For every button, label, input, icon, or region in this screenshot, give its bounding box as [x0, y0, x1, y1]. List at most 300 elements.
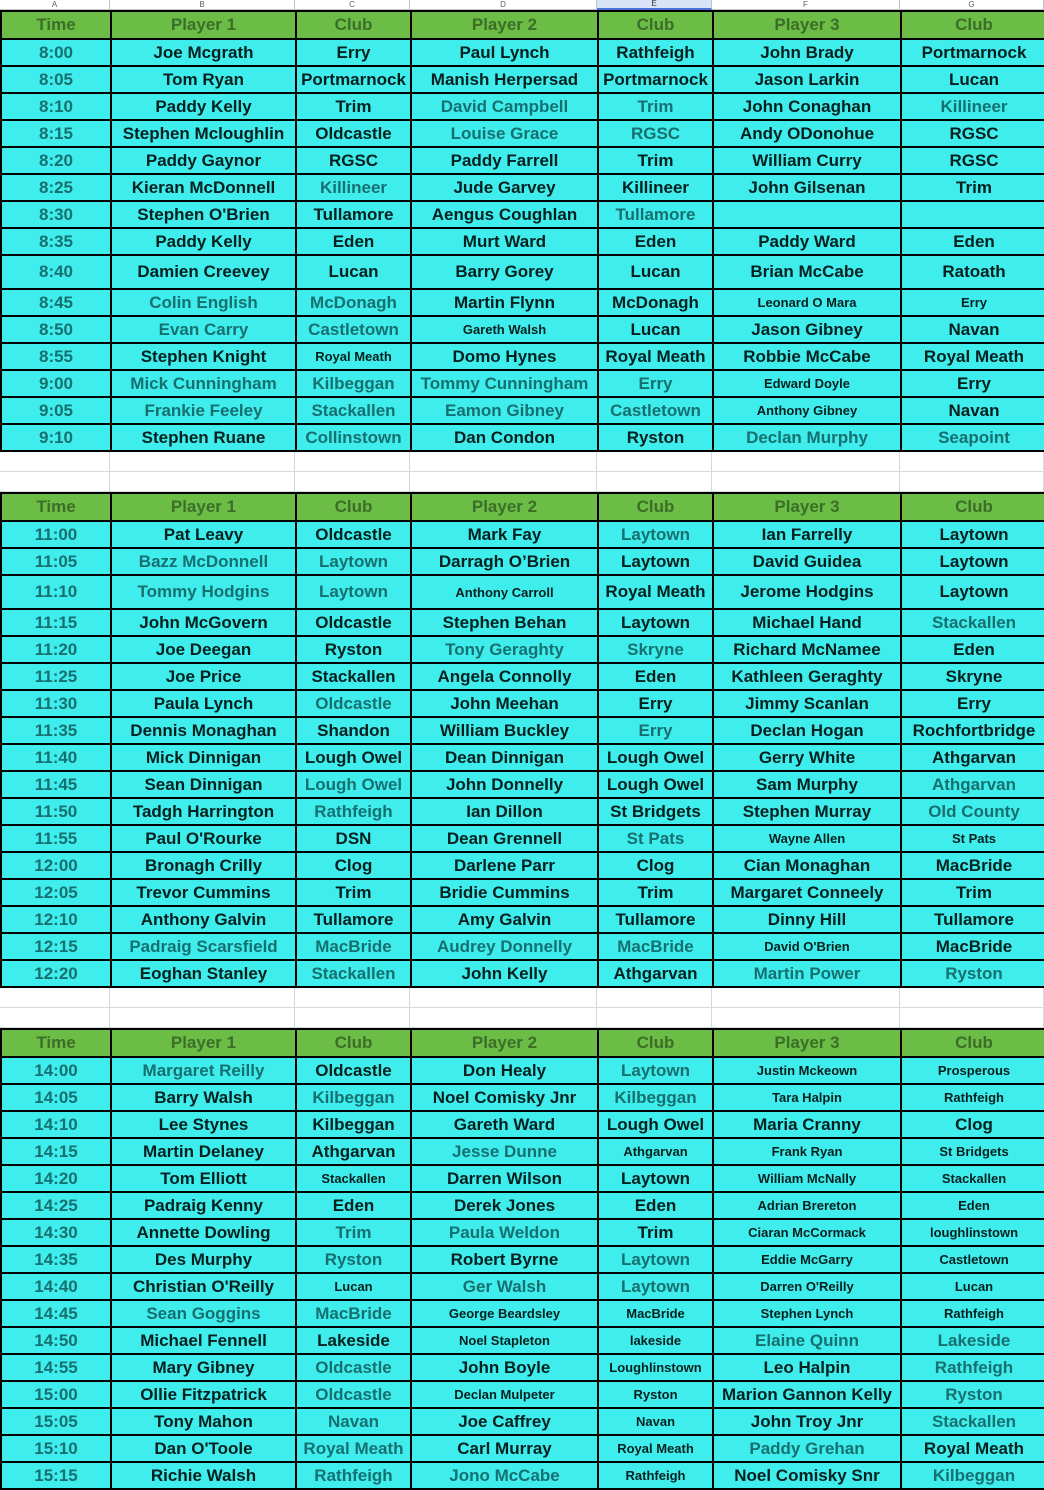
- player1-cell[interactable]: Barry Walsh: [112, 1085, 297, 1110]
- empty-cell[interactable]: [410, 452, 597, 471]
- time-cell[interactable]: 12:05: [2, 880, 112, 905]
- player2-cell[interactable]: David Campbell: [412, 94, 599, 119]
- header-cell-club[interactable]: Club: [599, 1030, 714, 1056]
- club1-cell[interactable]: Erry: [297, 40, 412, 65]
- header-cell-time[interactable]: Time: [2, 494, 112, 520]
- club1-cell[interactable]: Rathfeigh: [297, 799, 412, 824]
- time-cell[interactable]: 11:40: [2, 745, 112, 770]
- player3-cell[interactable]: Robbie McCabe: [714, 344, 902, 369]
- player3-cell[interactable]: Maria Cranny: [714, 1112, 902, 1137]
- player1-cell[interactable]: Paddy Kelly: [112, 229, 297, 254]
- header-cell-club[interactable]: Club: [902, 12, 1044, 38]
- time-cell[interactable]: 14:15: [2, 1139, 112, 1164]
- time-cell[interactable]: 14:30: [2, 1220, 112, 1245]
- club3-cell[interactable]: Lakeside: [902, 1328, 1044, 1353]
- player1-cell[interactable]: Tom Ryan: [112, 67, 297, 92]
- club3-cell[interactable]: Lucan: [902, 67, 1044, 92]
- player2-cell[interactable]: Darlene Parr: [412, 853, 599, 878]
- header-cell-player-2[interactable]: Player 2: [412, 494, 599, 520]
- club3-cell[interactable]: Royal Meath: [902, 1436, 1044, 1461]
- club2-cell[interactable]: Ryston: [599, 425, 714, 450]
- player3-cell[interactable]: Gerry White: [714, 745, 902, 770]
- time-cell[interactable]: 14:40: [2, 1274, 112, 1299]
- player1-cell[interactable]: Eoghan Stanley: [112, 961, 297, 986]
- header-cell-player-2[interactable]: Player 2: [412, 1030, 599, 1056]
- empty-cell[interactable]: [712, 472, 900, 491]
- time-cell[interactable]: 14:25: [2, 1193, 112, 1218]
- club1-cell[interactable]: Shandon: [297, 718, 412, 743]
- club2-cell[interactable]: Tullamore: [599, 202, 714, 227]
- club3-cell[interactable]: Castletown: [902, 1247, 1044, 1272]
- time-cell[interactable]: 11:30: [2, 691, 112, 716]
- header-cell-player-3[interactable]: Player 3: [714, 494, 902, 520]
- empty-cell[interactable]: [295, 988, 410, 1007]
- club3-cell[interactable]: Athgarvan: [902, 772, 1044, 797]
- time-cell[interactable]: 14:20: [2, 1166, 112, 1191]
- header-cell-player-1[interactable]: Player 1: [112, 1030, 297, 1056]
- player1-cell[interactable]: John McGovern: [112, 610, 297, 635]
- player2-cell[interactable]: John Boyle: [412, 1355, 599, 1380]
- club2-cell[interactable]: Lough Owel: [599, 772, 714, 797]
- player3-cell[interactable]: Paddy Grehan: [714, 1436, 902, 1461]
- player3-cell[interactable]: Leonard O Mara: [714, 290, 902, 315]
- player1-cell[interactable]: Des Murphy: [112, 1247, 297, 1272]
- club1-cell[interactable]: Ryston: [297, 637, 412, 662]
- column-letter-E[interactable]: E: [597, 0, 712, 10]
- player2-cell[interactable]: Jono McCabe: [412, 1463, 599, 1488]
- club2-cell[interactable]: Trim: [599, 1220, 714, 1245]
- club2-cell[interactable]: Lough Owel: [599, 745, 714, 770]
- time-cell[interactable]: 15:00: [2, 1382, 112, 1407]
- player1-cell[interactable]: Tom Elliott: [112, 1166, 297, 1191]
- club2-cell[interactable]: Athgarvan: [599, 1139, 714, 1164]
- club1-cell[interactable]: Stackallen: [297, 961, 412, 986]
- club3-cell[interactable]: Rochfortbridge: [902, 718, 1044, 743]
- club3-cell[interactable]: Eden: [902, 229, 1044, 254]
- player2-cell[interactable]: John Donnelly: [412, 772, 599, 797]
- empty-cell[interactable]: [712, 988, 900, 1007]
- player2-cell[interactable]: Jude Garvey: [412, 175, 599, 200]
- player2-cell[interactable]: Anthony Carroll: [412, 576, 599, 608]
- player3-cell[interactable]: Cian Monaghan: [714, 853, 902, 878]
- time-cell[interactable]: 12:20: [2, 961, 112, 986]
- club2-cell[interactable]: Royal Meath: [599, 1436, 714, 1461]
- club1-cell[interactable]: Portmarnock: [297, 67, 412, 92]
- player1-cell[interactable]: Stephen O'Brien: [112, 202, 297, 227]
- empty-cell[interactable]: [410, 472, 597, 491]
- club1-cell[interactable]: MacBride: [297, 1301, 412, 1326]
- time-cell[interactable]: 12:10: [2, 907, 112, 932]
- player3-cell[interactable]: Ciaran McCormack: [714, 1220, 902, 1245]
- empty-cell[interactable]: [110, 452, 295, 471]
- player1-cell[interactable]: Mick Dinnigan: [112, 745, 297, 770]
- club2-cell[interactable]: Laytown: [599, 1274, 714, 1299]
- club3-cell[interactable]: Tullamore: [902, 907, 1044, 932]
- header-cell-club[interactable]: Club: [902, 494, 1044, 520]
- player3-cell[interactable]: Darren O'Reilly: [714, 1274, 902, 1299]
- time-cell[interactable]: 11:45: [2, 772, 112, 797]
- club1-cell[interactable]: Tullamore: [297, 202, 412, 227]
- header-cell-club[interactable]: Club: [902, 1030, 1044, 1056]
- player2-cell[interactable]: Stephen Behan: [412, 610, 599, 635]
- club2-cell[interactable]: Rathfeigh: [599, 1463, 714, 1488]
- player3-cell[interactable]: Jimmy Scanlan: [714, 691, 902, 716]
- club1-cell[interactable]: Lucan: [297, 256, 412, 288]
- player3-cell[interactable]: Ian Farrelly: [714, 522, 902, 547]
- player3-cell[interactable]: David O'Brien: [714, 934, 902, 959]
- club1-cell[interactable]: Rathfeigh: [297, 1463, 412, 1488]
- club2-cell[interactable]: Rathfeigh: [599, 40, 714, 65]
- club1-cell[interactable]: Royal Meath: [297, 344, 412, 369]
- club2-cell[interactable]: MacBride: [599, 934, 714, 959]
- time-cell[interactable]: 8:15: [2, 121, 112, 146]
- header-cell-time[interactable]: Time: [2, 12, 112, 38]
- player2-cell[interactable]: Dean Dinnigan: [412, 745, 599, 770]
- player3-cell[interactable]: Leo Halpin: [714, 1355, 902, 1380]
- player1-cell[interactable]: Bazz McDonnell: [112, 549, 297, 574]
- time-cell[interactable]: 15:10: [2, 1436, 112, 1461]
- column-letter-G[interactable]: G: [900, 0, 1044, 10]
- club3-cell[interactable]: Navan: [902, 398, 1044, 423]
- player2-cell[interactable]: Angela Connolly: [412, 664, 599, 689]
- club1-cell[interactable]: Trim: [297, 94, 412, 119]
- empty-cell[interactable]: [410, 1008, 597, 1027]
- player3-cell[interactable]: Stephen Lynch: [714, 1301, 902, 1326]
- header-cell-club[interactable]: Club: [297, 12, 412, 38]
- player3-cell[interactable]: John Gilsenan: [714, 175, 902, 200]
- player3-cell[interactable]: John Brady: [714, 40, 902, 65]
- player1-cell[interactable]: Colin English: [112, 290, 297, 315]
- player3-cell[interactable]: Jason Larkin: [714, 67, 902, 92]
- empty-cell[interactable]: [900, 452, 1044, 471]
- player1-cell[interactable]: Anthony Galvin: [112, 907, 297, 932]
- header-cell-player-2[interactable]: Player 2: [412, 12, 599, 38]
- club2-cell[interactable]: Laytown: [599, 549, 714, 574]
- club1-cell[interactable]: Laytown: [297, 549, 412, 574]
- club3-cell[interactable]: Rathfeigh: [902, 1301, 1044, 1326]
- player1-cell[interactable]: Stephen Ruane: [112, 425, 297, 450]
- club3-cell[interactable]: Old County: [902, 799, 1044, 824]
- player1-cell[interactable]: Martin Delaney: [112, 1139, 297, 1164]
- player3-cell[interactable]: Jerome Hodgins: [714, 576, 902, 608]
- empty-cell[interactable]: [110, 472, 295, 491]
- club2-cell[interactable]: Ryston: [599, 1382, 714, 1407]
- time-cell[interactable]: 15:15: [2, 1463, 112, 1488]
- club2-cell[interactable]: Clog: [599, 853, 714, 878]
- club3-cell[interactable]: Seapoint: [902, 425, 1044, 450]
- player3-cell[interactable]: [714, 202, 902, 227]
- club2-cell[interactable]: Royal Meath: [599, 576, 714, 608]
- club3-cell[interactable]: Skryne: [902, 664, 1044, 689]
- club2-cell[interactable]: McDonagh: [599, 290, 714, 315]
- time-cell[interactable]: 11:35: [2, 718, 112, 743]
- player1-cell[interactable]: Paula Lynch: [112, 691, 297, 716]
- club2-cell[interactable]: Athgarvan: [599, 961, 714, 986]
- player1-cell[interactable]: Sean Dinnigan: [112, 772, 297, 797]
- time-cell[interactable]: 14:55: [2, 1355, 112, 1380]
- player2-cell[interactable]: Noel Stapleton: [412, 1328, 599, 1353]
- time-cell[interactable]: 12:00: [2, 853, 112, 878]
- club1-cell[interactable]: Lakeside: [297, 1328, 412, 1353]
- player3-cell[interactable]: Declan Murphy: [714, 425, 902, 450]
- time-cell[interactable]: 11:25: [2, 664, 112, 689]
- player2-cell[interactable]: Noel Comisky Jnr: [412, 1085, 599, 1110]
- time-cell[interactable]: 8:30: [2, 202, 112, 227]
- player2-cell[interactable]: Gareth Walsh: [412, 317, 599, 342]
- time-cell[interactable]: 9:10: [2, 425, 112, 450]
- empty-cell[interactable]: [712, 1008, 900, 1027]
- player1-cell[interactable]: Joe Deegan: [112, 637, 297, 662]
- player3-cell[interactable]: Declan Hogan: [714, 718, 902, 743]
- time-cell[interactable]: 11:15: [2, 610, 112, 635]
- club2-cell[interactable]: Eden: [599, 1193, 714, 1218]
- club3-cell[interactable]: Laytown: [902, 522, 1044, 547]
- player1-cell[interactable]: Stephen Knight: [112, 344, 297, 369]
- time-cell[interactable]: 8:55: [2, 344, 112, 369]
- club2-cell[interactable]: MacBride: [599, 1301, 714, 1326]
- player1-cell[interactable]: Frankie Feeley: [112, 398, 297, 423]
- club1-cell[interactable]: Kilbeggan: [297, 1085, 412, 1110]
- club2-cell[interactable]: Skryne: [599, 637, 714, 662]
- player2-cell[interactable]: Dean Grennell: [412, 826, 599, 851]
- player2-cell[interactable]: John Meehan: [412, 691, 599, 716]
- club3-cell[interactable]: Erry: [902, 290, 1044, 315]
- player1-cell[interactable]: Christian O'Reilly: [112, 1274, 297, 1299]
- player2-cell[interactable]: Gareth Ward: [412, 1112, 599, 1137]
- player2-cell[interactable]: Amy Galvin: [412, 907, 599, 932]
- club3-cell[interactable]: Ratoath: [902, 256, 1044, 288]
- player1-cell[interactable]: Joe Mcgrath: [112, 40, 297, 65]
- player1-cell[interactable]: Lee Stynes: [112, 1112, 297, 1137]
- club2-cell[interactable]: Killineer: [599, 175, 714, 200]
- time-cell[interactable]: 11:20: [2, 637, 112, 662]
- time-cell[interactable]: 11:55: [2, 826, 112, 851]
- club2-cell[interactable]: Portmarnock: [599, 67, 714, 92]
- club3-cell[interactable]: Killineer: [902, 94, 1044, 119]
- club2-cell[interactable]: Erry: [599, 691, 714, 716]
- club3-cell[interactable]: [902, 202, 1044, 227]
- club1-cell[interactable]: Athgarvan: [297, 1139, 412, 1164]
- club3-cell[interactable]: St Pats: [902, 826, 1044, 851]
- club1-cell[interactable]: Castletown: [297, 317, 412, 342]
- player3-cell[interactable]: Richard McNamee: [714, 637, 902, 662]
- club3-cell[interactable]: Ryston: [902, 1382, 1044, 1407]
- club2-cell[interactable]: Laytown: [599, 1247, 714, 1272]
- player2-cell[interactable]: George Beardsley: [412, 1301, 599, 1326]
- player1-cell[interactable]: Tommy Hodgins: [112, 576, 297, 608]
- club2-cell[interactable]: Trim: [599, 94, 714, 119]
- player1-cell[interactable]: Mary Gibney: [112, 1355, 297, 1380]
- player2-cell[interactable]: Murt Ward: [412, 229, 599, 254]
- player3-cell[interactable]: Sam Murphy: [714, 772, 902, 797]
- time-cell[interactable]: 14:00: [2, 1058, 112, 1083]
- empty-cell[interactable]: [295, 452, 410, 471]
- player1-cell[interactable]: Damien Creevey: [112, 256, 297, 288]
- header-cell-time[interactable]: Time: [2, 1030, 112, 1056]
- club2-cell[interactable]: Trim: [599, 148, 714, 173]
- column-letter-F[interactable]: F: [712, 0, 900, 10]
- time-cell[interactable]: 14:35: [2, 1247, 112, 1272]
- club2-cell[interactable]: Eden: [599, 664, 714, 689]
- club3-cell[interactable]: Athgarvan: [902, 745, 1044, 770]
- club1-cell[interactable]: Oldcastle: [297, 1382, 412, 1407]
- club1-cell[interactable]: Lough Owel: [297, 772, 412, 797]
- player1-cell[interactable]: Padraig Scarsfield: [112, 934, 297, 959]
- player1-cell[interactable]: Margaret Reilly: [112, 1058, 297, 1083]
- player1-cell[interactable]: Mick Cunningham: [112, 371, 297, 396]
- club3-cell[interactable]: Ryston: [902, 961, 1044, 986]
- player3-cell[interactable]: Andy ODonohue: [714, 121, 902, 146]
- club1-cell[interactable]: Kilbeggan: [297, 1112, 412, 1137]
- empty-cell[interactable]: [0, 452, 110, 471]
- club3-cell[interactable]: Laytown: [902, 576, 1044, 608]
- empty-cell[interactable]: [0, 472, 110, 491]
- player3-cell[interactable]: Michael Hand: [714, 610, 902, 635]
- club3-cell[interactable]: Stackallen: [902, 1409, 1044, 1434]
- club3-cell[interactable]: Lucan: [902, 1274, 1044, 1299]
- player2-cell[interactable]: Bridie Cummins: [412, 880, 599, 905]
- player3-cell[interactable]: Kathleen Geraghty: [714, 664, 902, 689]
- player3-cell[interactable]: Margaret Conneely: [714, 880, 902, 905]
- player2-cell[interactable]: Barry Gorey: [412, 256, 599, 288]
- player1-cell[interactable]: Joe Price: [112, 664, 297, 689]
- player3-cell[interactable]: Paddy Ward: [714, 229, 902, 254]
- time-cell[interactable]: 8:50: [2, 317, 112, 342]
- player1-cell[interactable]: Stephen Mcloughlin: [112, 121, 297, 146]
- club1-cell[interactable]: Lough Owel: [297, 745, 412, 770]
- player3-cell[interactable]: Frank Ryan: [714, 1139, 902, 1164]
- player3-cell[interactable]: Noel Comisky Snr: [714, 1463, 902, 1488]
- player2-cell[interactable]: Domo Hynes: [412, 344, 599, 369]
- player1-cell[interactable]: Dennis Monaghan: [112, 718, 297, 743]
- club2-cell[interactable]: Navan: [599, 1409, 714, 1434]
- time-cell[interactable]: 11:05: [2, 549, 112, 574]
- player2-cell[interactable]: Paddy Farrell: [412, 148, 599, 173]
- player2-cell[interactable]: Audrey Donnelly: [412, 934, 599, 959]
- empty-cell[interactable]: [110, 988, 295, 1007]
- empty-cell[interactable]: [900, 1008, 1044, 1027]
- player2-cell[interactable]: Ian Dillon: [412, 799, 599, 824]
- player1-cell[interactable]: Tony Mahon: [112, 1409, 297, 1434]
- player3-cell[interactable]: Justin Mckeown: [714, 1058, 902, 1083]
- club1-cell[interactable]: Stackallen: [297, 664, 412, 689]
- club1-cell[interactable]: Oldcastle: [297, 1355, 412, 1380]
- club1-cell[interactable]: McDonagh: [297, 290, 412, 315]
- club1-cell[interactable]: Oldcastle: [297, 522, 412, 547]
- player1-cell[interactable]: Michael Fennell: [112, 1328, 297, 1353]
- time-cell[interactable]: 14:05: [2, 1085, 112, 1110]
- player2-cell[interactable]: Declan Mulpeter: [412, 1382, 599, 1407]
- club1-cell[interactable]: Collinstown: [297, 425, 412, 450]
- player2-cell[interactable]: Carl Murray: [412, 1436, 599, 1461]
- club1-cell[interactable]: Oldcastle: [297, 691, 412, 716]
- player1-cell[interactable]: Paddy Gaynor: [112, 148, 297, 173]
- player1-cell[interactable]: Padraig Kenny: [112, 1193, 297, 1218]
- club3-cell[interactable]: St Bridgets: [902, 1139, 1044, 1164]
- club3-cell[interactable]: Eden: [902, 637, 1044, 662]
- club3-cell[interactable]: Eden: [902, 1193, 1044, 1218]
- player2-cell[interactable]: Tony Geraghty: [412, 637, 599, 662]
- player2-cell[interactable]: Derek Jones: [412, 1193, 599, 1218]
- club3-cell[interactable]: Trim: [902, 880, 1044, 905]
- empty-cell[interactable]: [295, 472, 410, 491]
- club1-cell[interactable]: Oldcastle: [297, 121, 412, 146]
- column-letter-B[interactable]: B: [110, 0, 295, 10]
- empty-cell[interactable]: [0, 1008, 110, 1027]
- club3-cell[interactable]: Royal Meath: [902, 344, 1044, 369]
- player2-cell[interactable]: Ger Walsh: [412, 1274, 599, 1299]
- header-cell-club[interactable]: Club: [599, 494, 714, 520]
- club1-cell[interactable]: Tullamore: [297, 907, 412, 932]
- player1-cell[interactable]: Bronagh Crilly: [112, 853, 297, 878]
- player3-cell[interactable]: David Guidea: [714, 549, 902, 574]
- club3-cell[interactable]: Rathfeigh: [902, 1355, 1044, 1380]
- time-cell[interactable]: 8:20: [2, 148, 112, 173]
- player2-cell[interactable]: Jesse Dunne: [412, 1139, 599, 1164]
- club1-cell[interactable]: Eden: [297, 229, 412, 254]
- player2-cell[interactable]: Manish Herpersad: [412, 67, 599, 92]
- player2-cell[interactable]: Mark Fay: [412, 522, 599, 547]
- player2-cell[interactable]: Martin Flynn: [412, 290, 599, 315]
- player3-cell[interactable]: Martin Power: [714, 961, 902, 986]
- time-cell[interactable]: 14:10: [2, 1112, 112, 1137]
- column-letter-D[interactable]: D: [410, 0, 597, 10]
- time-cell[interactable]: 11:10: [2, 576, 112, 608]
- player1-cell[interactable]: Paul O'Rourke: [112, 826, 297, 851]
- club2-cell[interactable]: Erry: [599, 718, 714, 743]
- club1-cell[interactable]: Oldcastle: [297, 610, 412, 635]
- club3-cell[interactable]: Trim: [902, 175, 1044, 200]
- player2-cell[interactable]: Tommy Cunningham: [412, 371, 599, 396]
- header-cell-club[interactable]: Club: [599, 12, 714, 38]
- empty-cell[interactable]: [0, 988, 110, 1007]
- time-cell[interactable]: 8:00: [2, 40, 112, 65]
- player3-cell[interactable]: John Conaghan: [714, 94, 902, 119]
- time-cell[interactable]: 11:50: [2, 799, 112, 824]
- club1-cell[interactable]: Laytown: [297, 576, 412, 608]
- club1-cell[interactable]: Killineer: [297, 175, 412, 200]
- column-letter-A[interactable]: A: [0, 0, 110, 10]
- player2-cell[interactable]: Darren Wilson: [412, 1166, 599, 1191]
- player2-cell[interactable]: Don Healy: [412, 1058, 599, 1083]
- player2-cell[interactable]: John Kelly: [412, 961, 599, 986]
- club1-cell[interactable]: Stackallen: [297, 398, 412, 423]
- club2-cell[interactable]: Laytown: [599, 1058, 714, 1083]
- time-cell[interactable]: 8:40: [2, 256, 112, 288]
- club2-cell[interactable]: St Pats: [599, 826, 714, 851]
- club2-cell[interactable]: Lucan: [599, 317, 714, 342]
- club3-cell[interactable]: MacBride: [902, 934, 1044, 959]
- club2-cell[interactable]: Laytown: [599, 1166, 714, 1191]
- club2-cell[interactable]: Laytown: [599, 522, 714, 547]
- club2-cell[interactable]: Laytown: [599, 610, 714, 635]
- player3-cell[interactable]: William McNally: [714, 1166, 902, 1191]
- club3-cell[interactable]: Rathfeigh: [902, 1085, 1044, 1110]
- time-cell[interactable]: 8:10: [2, 94, 112, 119]
- club1-cell[interactable]: Kilbeggan: [297, 371, 412, 396]
- club2-cell[interactable]: lakeside: [599, 1328, 714, 1353]
- time-cell[interactable]: 14:50: [2, 1328, 112, 1353]
- player1-cell[interactable]: Dan O'Toole: [112, 1436, 297, 1461]
- time-cell[interactable]: 11:00: [2, 522, 112, 547]
- empty-cell[interactable]: [900, 988, 1044, 1007]
- player2-cell[interactable]: Darragh O’Brien: [412, 549, 599, 574]
- player1-cell[interactable]: Tadgh Harrington: [112, 799, 297, 824]
- time-cell[interactable]: 9:05: [2, 398, 112, 423]
- header-cell-club[interactable]: Club: [297, 494, 412, 520]
- club1-cell[interactable]: Ryston: [297, 1247, 412, 1272]
- club3-cell[interactable]: Kilbeggan: [902, 1463, 1044, 1488]
